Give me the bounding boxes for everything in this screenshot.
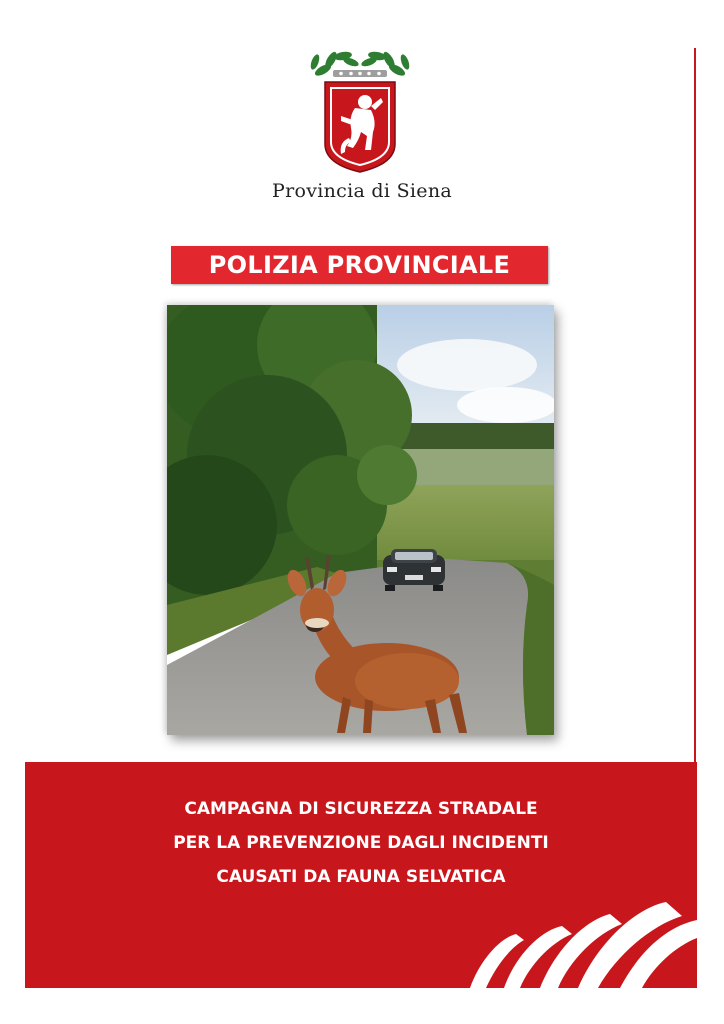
right-border-rule [694,48,696,762]
roe-deer-road-photo [167,305,554,735]
campaign-line-3: CAUSATI DA FAUNA SELVATICA [216,867,506,887]
department-banner: POLIZIA PROVINCIALE [171,246,548,284]
campaign-line-2: PER LA PREVENZIONE DAGLI INCIDENTI [173,833,549,853]
campaign-title [25,796,697,898]
province-name: Provincia di Siena [271,180,453,202]
stripes-swoosh-icon [470,890,697,988]
province-crest-icon [305,46,415,176]
campaign-line-1: CAMPAGNA DI SICUREZZA STRADALE [184,799,538,819]
